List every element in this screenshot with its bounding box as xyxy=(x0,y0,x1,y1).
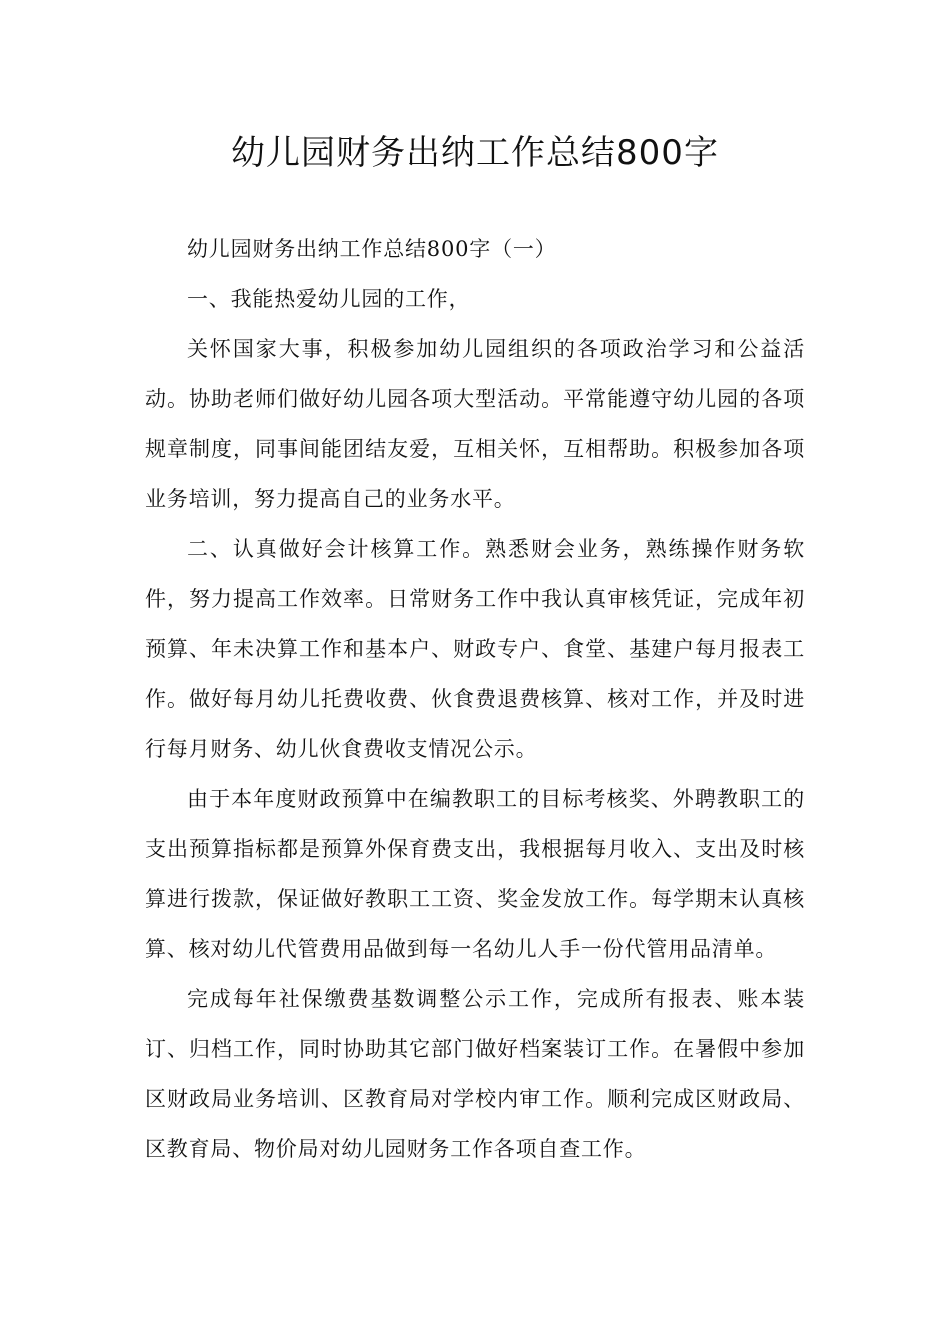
body-paragraph: 由于本年度财政预算中在编教职工的目标考核奖、外聘教职工的支出预算指标都是预算外保育费支出，我根据每月收入、支出及时核算进行拨款，保证做好教职工工资、奖金发放工作。每学期末认真核算、核对幼儿代管费用品做到每一名幼儿人手一份代管用品清单。 xyxy=(145,787,805,961)
section-heading-one: 一、我能热爱幼儿园的工作， xyxy=(187,287,471,311)
document-body xyxy=(145,224,805,1174)
section-heading-two-paragraph: 二、认真做好会计核算工作。熟悉财会业务，熟练操作财务软件，努力提高工作效率。日常财务工作中我认真审核凭证，完成年初预算、年未决算工作和基本户、财政专户、食堂、基建户每月报表工作。做好每月幼儿托费收费、伙食费退费核算、核对工作，并及时进行每月财务、幼儿伙食费收支情况公示。 xyxy=(145,537,805,761)
body-paragraph: 完成每年社保缴费基数调整公示工作，完成所有报表、账本装订、归档工作，同时协助其它部门做好档案装订工作。在暑假中参加区财政局业务培训、区教育局对学校内审工作。顺利完成区财政局、区教育局、物价局对幼儿园财务工作各项自查工作。 xyxy=(145,987,805,1161)
document-title: 幼儿园财务出纳工作总结800字 xyxy=(231,133,719,173)
body-paragraph: 关怀国家大事，积极参加幼儿园组织的各项政治学习和公益活动。协助老师们做好幼儿园各项大型活动。平常能遵守幼儿园的各项规章制度，同事间能团结友爱，互相关怀，互相帮助。积极参加各项业务培训，努力提高自己的业务水平。 xyxy=(145,337,805,511)
subtitle-paragraph: 幼儿园财务出纳工作总结800字（一） xyxy=(187,237,557,261)
